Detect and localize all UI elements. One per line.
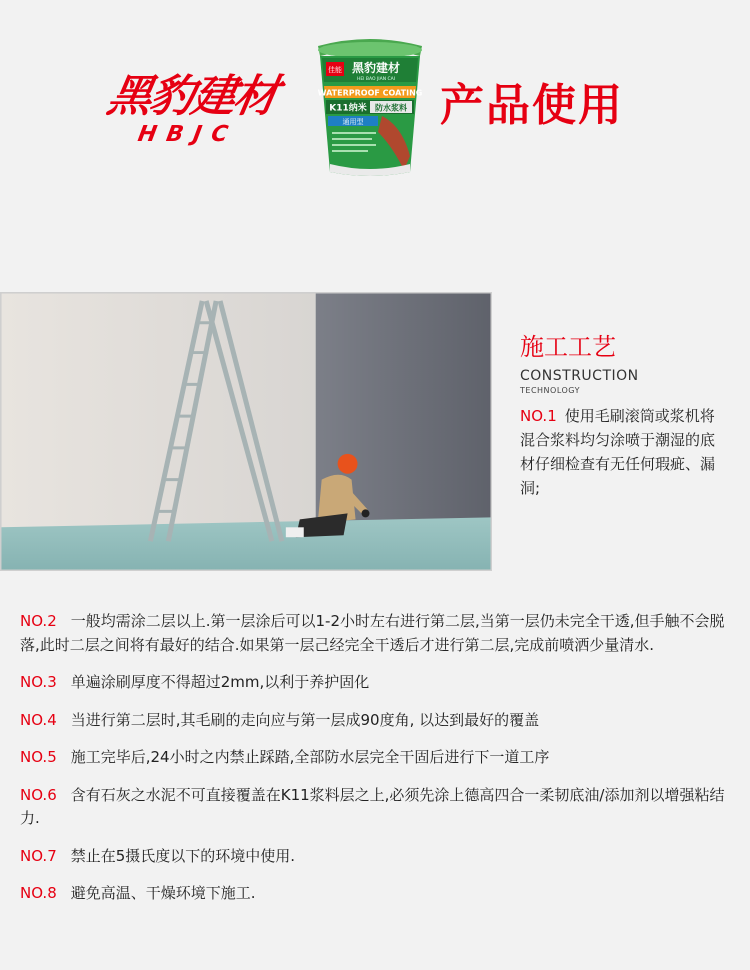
- craft-title-en: CONSTRUCTION: [520, 368, 639, 384]
- bucket-model: K11纳米: [329, 103, 367, 114]
- bucket-brand: 黑豹建材: [351, 61, 401, 75]
- step-number: NO.2: [20, 612, 57, 630]
- step-number: NO.8: [20, 884, 57, 902]
- step-text: 施工完毕后,24小时之内禁止踩踏,全部防水层完全干固后进行下一道工序: [70, 748, 550, 766]
- brand-logo: [103, 71, 281, 150]
- step-item: [20, 610, 732, 657]
- craft-title-en-sub: TECHNOLOGY: [520, 386, 580, 395]
- step-number: NO.3: [20, 673, 57, 691]
- step-number: NO.7: [20, 846, 57, 865]
- page-heading: 产品使用: [440, 80, 624, 131]
- product-bucket-image: [312, 36, 428, 178]
- step-item: [20, 845, 732, 869]
- step-number: NO.5: [20, 748, 57, 766]
- step-text: 单遍涂刷厚度不得超过2mm,以利于养护固化: [70, 673, 370, 691]
- step-text: 一般均需涂二层以上.第一层涂后可以1-2小时左右进行第二层,当第一层仍未完全干透,但手触不会脱落,此时二层之间将有最好的结合.如果第一层己经完全干透后才进行第二层,完成前喷洒少量清水.: [20, 612, 725, 654]
- step-number: NO.6: [20, 785, 57, 804]
- brand-logo-cn: 黑豹建材: [103, 71, 281, 122]
- bucket-band: WATERPROOF COATING: [317, 88, 423, 98]
- craft-title: 施工工艺: [520, 333, 616, 361]
- step-item: [20, 709, 732, 733]
- bucket-badge: 佳能: [328, 66, 342, 74]
- step-text: 禁止在5摄氏度以下的环境中使用.: [70, 846, 296, 865]
- step-item: [20, 746, 732, 770]
- construction-photo: [0, 292, 492, 571]
- step-item: [20, 882, 732, 906]
- bucket-model-tag: 防水浆料: [375, 103, 407, 113]
- step-item: [520, 404, 720, 500]
- step-text: 当进行第二层时,其毛刷的走向应与第一层成90度角, 以达到最好的覆盖: [70, 710, 540, 729]
- step-text: 含有石灰之水泥不可直接覆盖在K11浆料层之上,必须先涂上德高四合一柔韧底油/添加剂以增强粘结力.: [20, 785, 725, 827]
- step-number: NO.4: [20, 710, 57, 729]
- brand-logo-en: HBJC: [135, 122, 240, 147]
- steps-list: [20, 610, 732, 920]
- step-text: 使用毛刷滚筒或浆机将混合浆料均匀涂喷于潮湿的底材仔细检查有无任何瑕疵、漏洞;: [520, 407, 716, 497]
- step-item: [20, 671, 732, 695]
- bucket-pinyin: HEI BAO JIAN CAI: [356, 77, 396, 82]
- bucket-type: 通用型: [342, 118, 364, 126]
- step-item: [20, 784, 732, 831]
- step-text: 避免高温、干燥环境下施工.: [70, 884, 256, 902]
- step-number: NO.1: [520, 407, 557, 425]
